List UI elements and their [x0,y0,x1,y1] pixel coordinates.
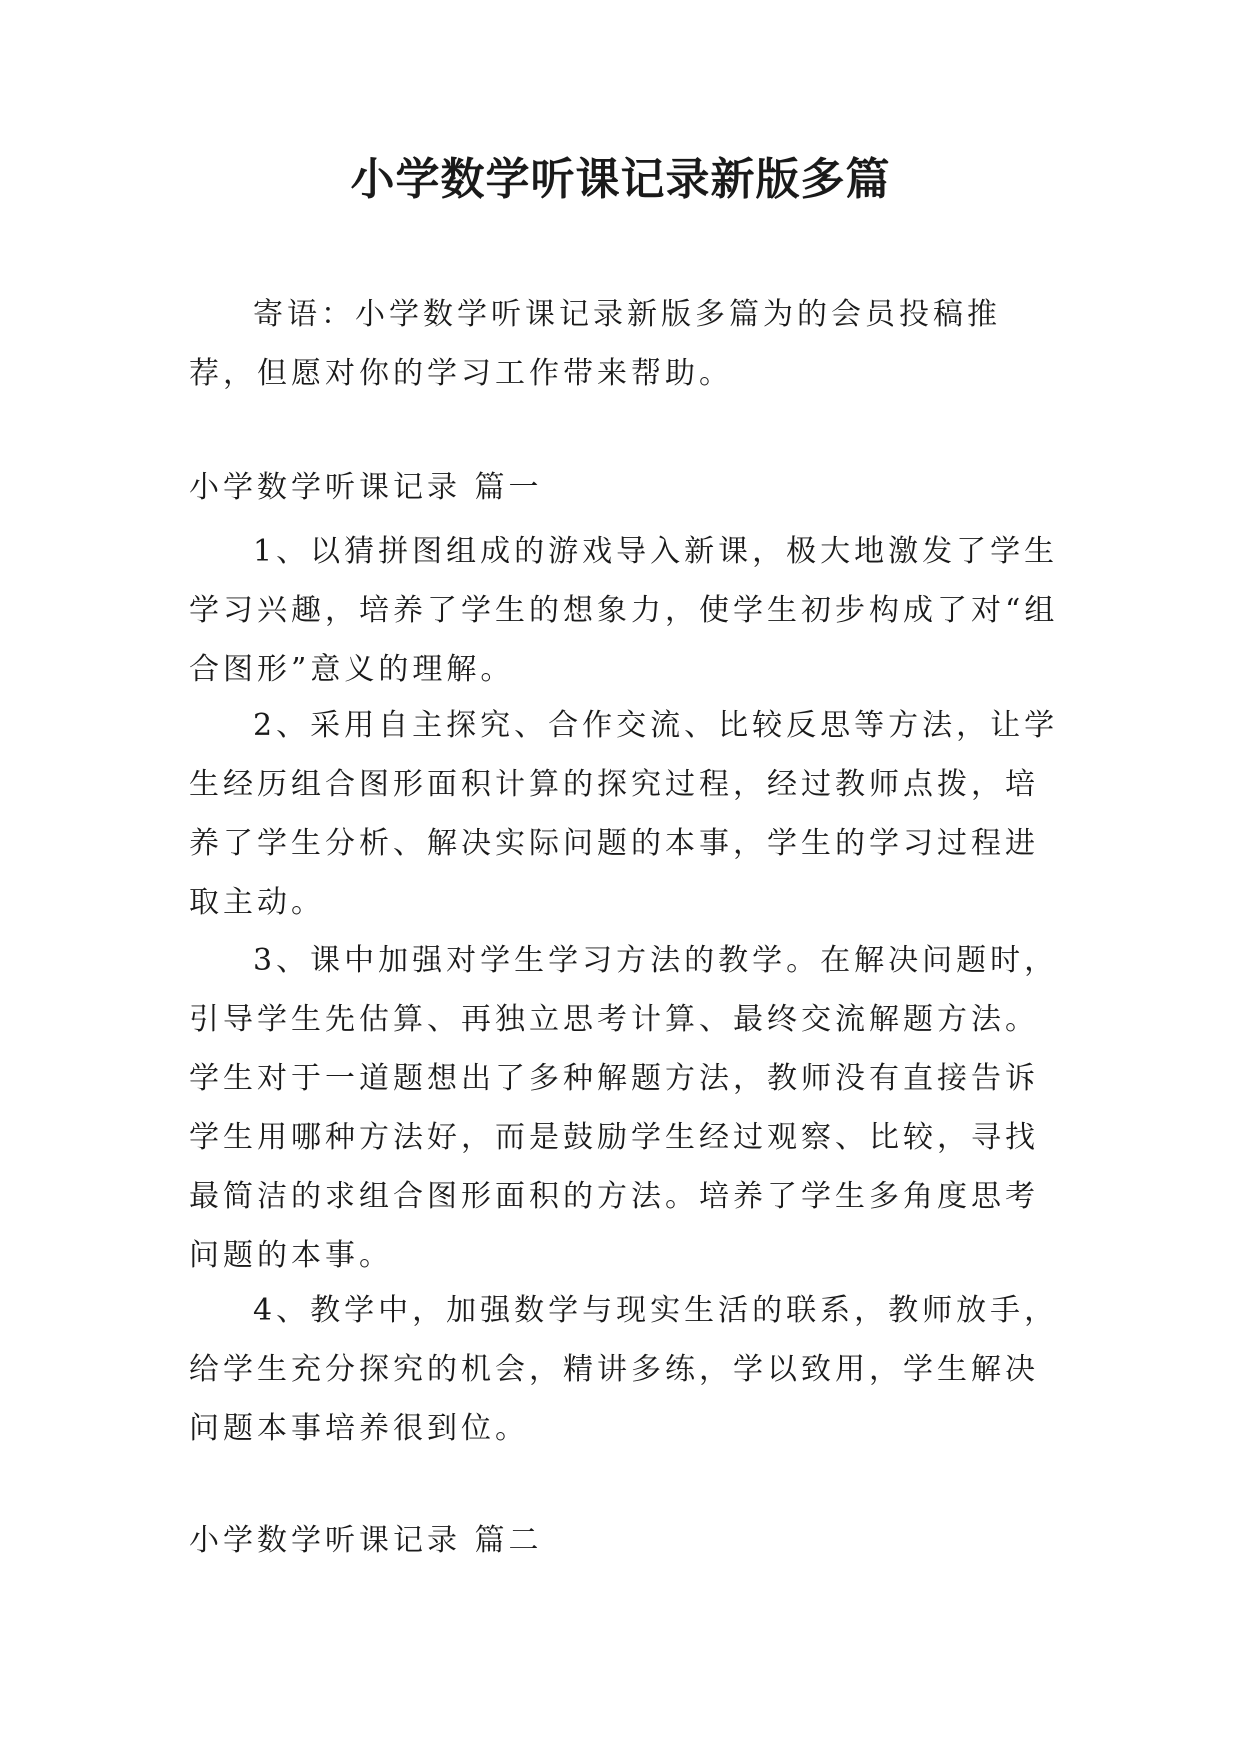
section-heading-2: 小学数学听课记录 篇二 [189,1523,543,1558]
document-title: 小学数学听课记录新版多篇 [350,154,891,205]
intro-paragraph: 寄语：小学数学听课记录新版多篇为的会员投稿推荐，但愿对你的学习工作带来帮助。 [189,297,1001,391]
section-1-paragraph-3: 3、课中加强对学生学习方法的教学。在解决问题时，引导学生先估算、再独立思考计算、最终交流解题方法。学生对于一道题想出了多种解题方法，教师没有直接告诉学生用哪种方法好，而是鼓励学生经过观察、比较，寻找最简洁的求组合图形面积的方法。培养了学生多角度思考问题的本事。 [189,943,1059,1273]
section-1-paragraph-2: 2、采用自主探究、合作交流、比较反思等方法，让学生经历组合图形面积计算的探究过程，经过教师点拨，培养了学生分析、解决实际问题的本事，学生的学习过程进取主动。 [189,708,1059,920]
section-1-paragraph-4: 4、教学中，加强数学与现实生活的联系，教师放手，给学生充分探究的机会，精讲多练，学以致用，学生解决问题本事培养很到位。 [189,1293,1059,1446]
section-heading-1: 小学数学听课记录 篇一 [189,470,543,505]
section-1-paragraph-1: 1、以猜拼图组成的游戏导入新课，极大地激发了学生学习兴趣，培养了学生的想象力，使学生初步构成了对“组合图形”意义的理解。 [189,534,1059,687]
